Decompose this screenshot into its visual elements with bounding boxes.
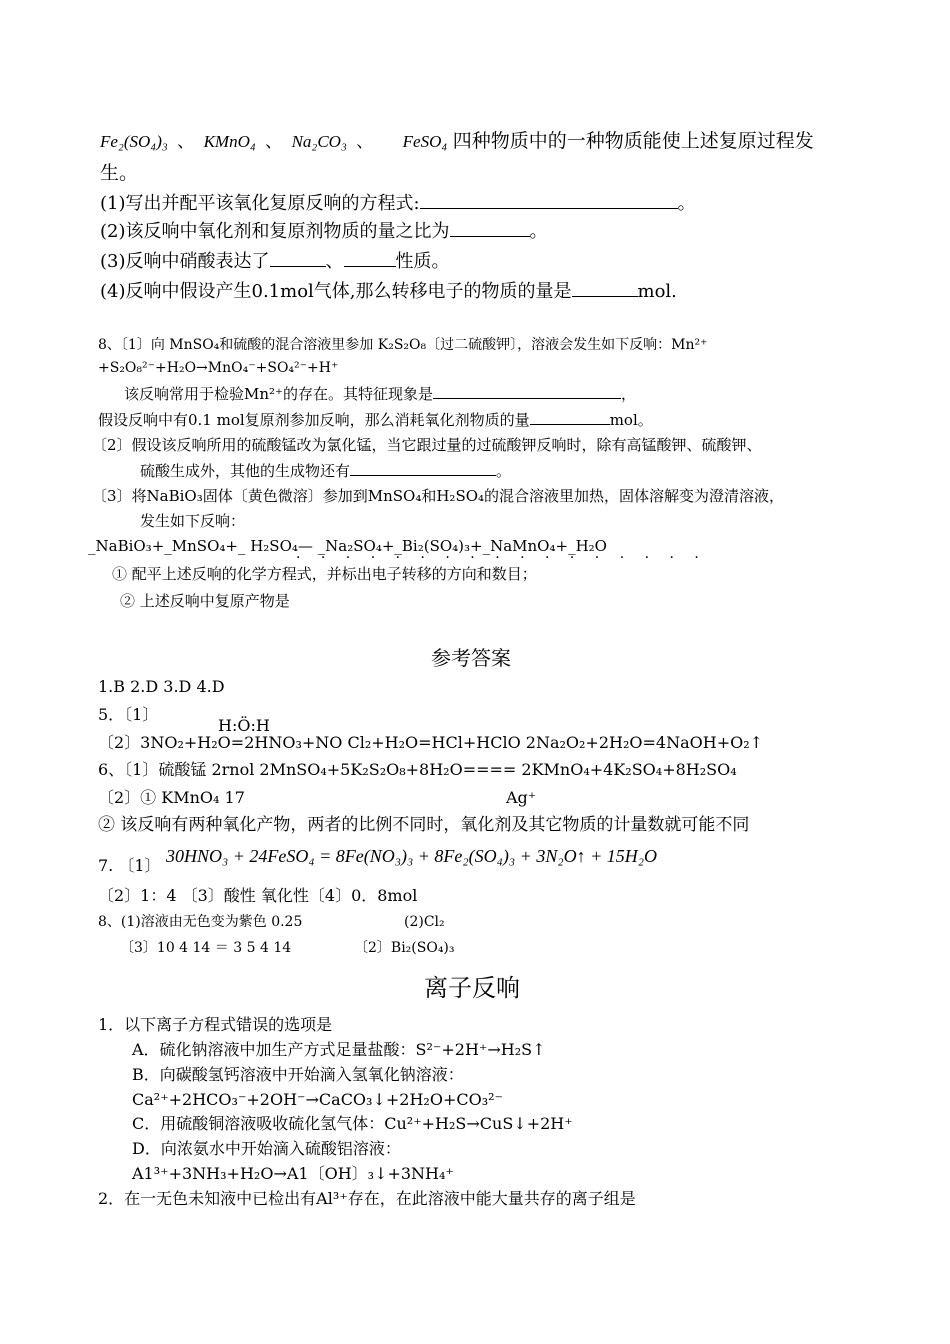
- q8-line6: [140, 461, 511, 480]
- q7-item3-end: 性质。: [395, 251, 450, 272]
- ionic-title: 离子反响: [424, 974, 520, 1002]
- q8-equation: _NaBiO₃+_MnSO₄+_ H₂SO₄— _Na₂SO₄+_Bi₂(SO₄)₃+_NaMnO₄+_H₂O: [88, 537, 607, 555]
- ionic-option-d-equation: A1³⁺+3NH₃+H₂O→A1〔OH〕₃↓+3NH₄⁺: [132, 1164, 454, 1183]
- separator: 、: [177, 132, 195, 152]
- formula-feso4: FeSO₄: [402, 132, 448, 151]
- answer-blank[interactable]: [572, 280, 638, 297]
- q8-line6-end: 。: [496, 462, 512, 480]
- q7-item1: [100, 192, 696, 215]
- q8-sub2: ② 上述反响中复原产物是: [120, 592, 290, 610]
- q8-line3-text: 该反响常用于检验Mn²⁺的存在。其特征现象是: [124, 385, 433, 403]
- formula-kmno4: KMnO₄: [203, 132, 256, 151]
- q7-item3-text: (3)反响中硝酸表达了: [100, 251, 270, 272]
- q7-item2-text: (2)该反响中氧化剂和复原剂物质的量之比为: [100, 221, 450, 242]
- answer-8-2a: 〔3〕10 4 14 ＝ 3 5 4 14: [120, 940, 292, 956]
- answer-6-2: 〔2〕① KMnO₄ 17: [98, 788, 245, 807]
- answer-7-2: 〔2〕1：4 〔3〕酸性 氧化性〔4〕0．8mol: [98, 886, 418, 905]
- q7-item1-text: (1)写出并配平该氧化复原反响的方程式:: [100, 193, 420, 214]
- lewis-structure: H:Ö:H: [218, 716, 270, 735]
- answer-6-1: 6、〔1〕硫酸锰 2rnol 2MnSO₄+5K₂S₂O₈+8H₂O==== 2KMnO₄+4K₂SO₄+8H₂SO₄: [98, 760, 737, 779]
- q8-line5: 〔2〕假设该反响所用的硫酸锰改为氯化锰，当它跟过量的过硫酸钾反响时，除有高锰酸钾、硫酸钾、: [92, 436, 762, 454]
- q7-item4-end: mol.: [637, 281, 677, 302]
- q7-item2: [100, 220, 548, 243]
- answers-title: 参考答案: [431, 646, 511, 670]
- intro-text-b: 生。: [100, 162, 139, 184]
- emphasis-dots: · · · · · · · · · · · · · · · · ·: [296, 550, 707, 566]
- answer-8-1b: (2)Cl₂: [404, 914, 445, 930]
- q8-line4: [98, 410, 653, 429]
- ionic-option-b-equation: Ca²⁺+2HCO₃⁻+2OH⁻→CaCO₃↓+2H₂O+CO₃²⁻: [132, 1090, 503, 1109]
- answer-1-4: 1.B 2.D 3.D 4.D: [98, 677, 225, 696]
- answer-7-equation: 30HNO₃ + 24FeSO₄ = 8Fe(NO₃)₃ + 8Fe₂(SO₄)₃ + 3N₂O↑ + 15H₂O: [166, 846, 657, 866]
- q8-sub1: ① 配平上述反响的化学方程式，并标出电子转移的方向和数目；: [112, 565, 537, 583]
- ionic-option-a: A．硫化钠溶液中加生产方式足量盐酸：S²⁻+2H⁺→H₂S↑: [132, 1040, 546, 1059]
- q8-line7: 〔3〕将NaBiO₃固体〔黄色微溶〕参加到MnSO₄和H₂SO₄的混合溶液里加热，固体溶解变为澄清溶液，: [92, 487, 785, 505]
- q7-item4: [100, 280, 677, 303]
- q8-line2: +S₂O₈²⁻+H₂O→MnO₄⁻+SO₄²⁻+H⁺: [98, 360, 339, 376]
- ionic-option-c: C．用硫酸铜溶液吸收硫化氢气体：Cu²⁺+H₂S→CuS↓+2H⁺: [132, 1114, 573, 1133]
- answer-blank[interactable]: [450, 220, 530, 237]
- silver-ion: Ag⁺: [506, 788, 537, 807]
- answer-blank[interactable]: [530, 410, 610, 425]
- intro-line: [100, 130, 814, 153]
- ionic-q2: 2．在一无色未知液中已检出有Al³⁺存在，在此溶液中能大量共存的离子组是: [98, 1189, 636, 1208]
- answer-blank[interactable]: [433, 384, 621, 399]
- answer-7-label: 7. 〔1〕: [98, 856, 161, 875]
- intro-text: 四种物质中的一种物质能使上述复原过程发: [452, 130, 814, 152]
- q8-line3-end: ，: [620, 385, 636, 403]
- q8-line3: [124, 384, 636, 403]
- separator: 、: [265, 132, 283, 152]
- q8-line6-text: 硫酸生成外，其他的生成物还有: [140, 462, 351, 480]
- formula-fe2so43: Fe₂(SO₄)₃: [100, 132, 168, 151]
- ionic-option-b: B．向碳酸氢钙溶液中开始滴入氢氧化钠溶液：: [132, 1065, 464, 1084]
- formula-na2co3: Na₂CO₃: [291, 132, 347, 151]
- ionic-q1: 1．以下离子方程式错误的选项是: [98, 1015, 333, 1034]
- q7-item3-sep: 、: [325, 251, 344, 272]
- q8-line4-end: mol。: [609, 411, 653, 429]
- answer-blank[interactable]: [420, 192, 678, 209]
- separator: 、: [356, 132, 374, 152]
- answer-6-3: ② 该反响有两种氧化产物，两者的比例不同时，氧化剂及其它物质的计量数就可能不同: [98, 815, 750, 835]
- answer-8-1a: 8、(1)溶液由无色变为紫色 0.25: [98, 914, 303, 930]
- q7-item2-end: 。: [529, 221, 548, 242]
- ionic-option-d: D．向浓氨水中开始滴入硫酸铝溶液：: [132, 1139, 401, 1158]
- q7-item4-text: (4)反响中假设产生0.1mol气体,那么转移电子的物质的量是: [100, 281, 572, 302]
- q7-item3: [100, 250, 450, 273]
- q8-line8: 发生如下反响：: [140, 512, 246, 530]
- q8-line1: 8、〔1〕向 MnSO₄和硫酸的混合溶液里参加 K₂S₂O₈〔过二硫酸钾〕，溶液会发生如下反响：Mn²⁺: [98, 337, 708, 353]
- answer-blank[interactable]: [344, 250, 396, 267]
- q7-item1-end: 。: [677, 193, 696, 214]
- answer-8-2b: 〔2〕Bi₂(SO₄)₃: [354, 940, 455, 956]
- answer-5-1: 5．〔1〕: [98, 705, 159, 724]
- answer-5-2: 〔2〕3NO₂+H₂O=2HNO₃+NO Cl₂+H₂O=HCl+HClO 2Na₂O₂+2H₂O=4NaOH+O₂↑: [98, 733, 764, 752]
- answer-blank[interactable]: [350, 461, 496, 476]
- answer-blank[interactable]: [270, 250, 326, 267]
- q8-line4-text: 假设反响中有0.1 mol复原剂参加反响，那么消耗氧化剂物质的量: [98, 411, 530, 429]
